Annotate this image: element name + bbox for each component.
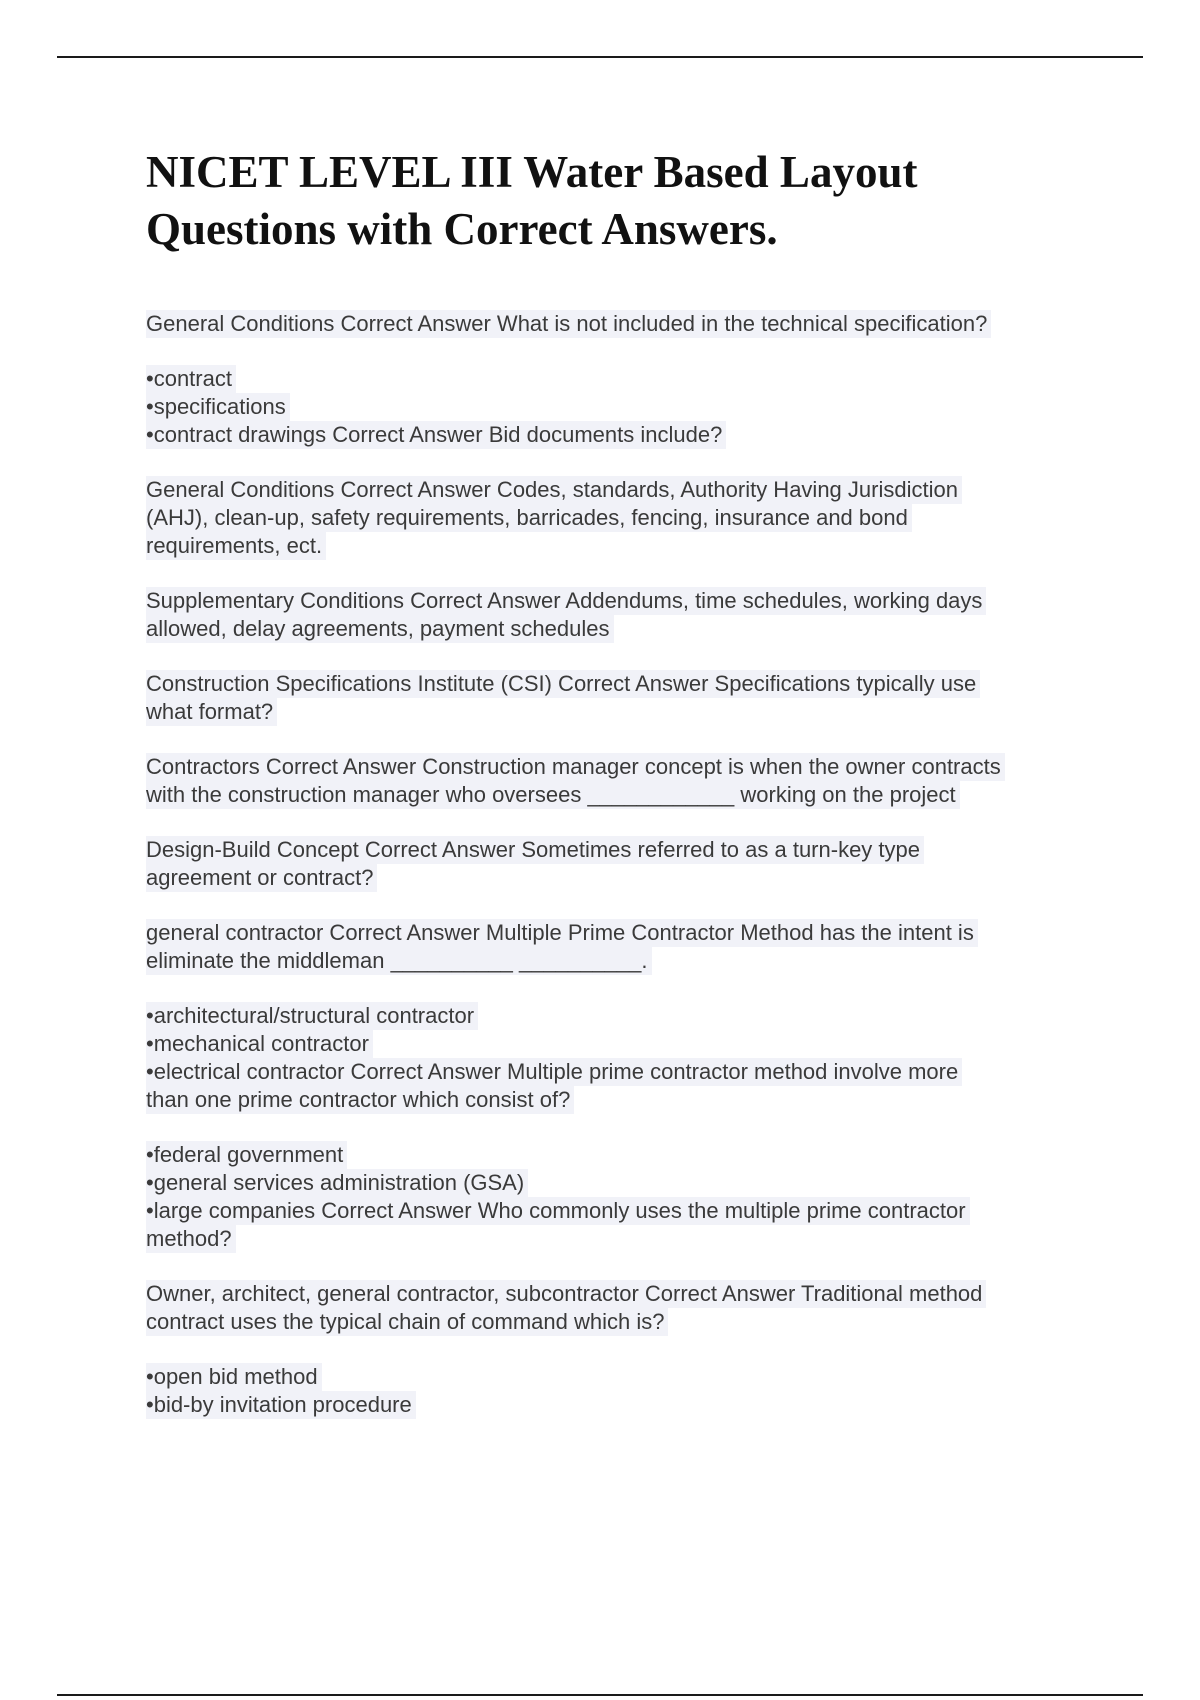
- text-line: Supplementary Conditions Correct Answer Addendums, time schedules, working days: [146, 587, 986, 615]
- bottom-rule: [57, 1694, 1143, 1696]
- title-line: Questions with Correct Answers.: [146, 204, 778, 254]
- qa-paragraph: [146, 836, 1096, 892]
- text-line: Contractors Correct Answer Construction manager concept is when the owner contracts: [146, 753, 1005, 781]
- text-line: (AHJ), clean-up, safety requirements, barricades, fencing, insurance and bond: [146, 504, 912, 532]
- title-line: NICET LEVEL III Water Based Layout: [146, 147, 918, 197]
- text-line: •specifications: [146, 393, 290, 421]
- text-line: Construction Specifications Institute (CSI) Correct Answer Specifications typically use: [146, 670, 980, 698]
- qa-paragraph: [146, 587, 1096, 643]
- text-line: •federal government: [146, 1141, 347, 1169]
- document-title: [146, 144, 1096, 258]
- text-line: •open bid method: [146, 1363, 322, 1391]
- text-line: Design-Build Concept Correct Answer Sometimes referred to as a turn-key type: [146, 836, 924, 864]
- qa-paragraph: [146, 919, 1096, 975]
- text-line: •bid-by invitation procedure: [146, 1391, 416, 1419]
- text-line: agreement or contract?: [146, 864, 377, 892]
- text-line: what format?: [146, 698, 277, 726]
- text-line: eliminate the middleman __________ __________.: [146, 947, 652, 975]
- text-line: •electrical contractor Correct Answer Multiple prime contractor method involve more: [146, 1058, 962, 1086]
- text-line: •contract: [146, 365, 236, 393]
- qa-paragraph: [146, 670, 1096, 726]
- text-line: Owner, architect, general contractor, subcontractor Correct Answer Traditional method: [146, 1280, 986, 1308]
- qa-paragraph: [146, 310, 1096, 338]
- qa-paragraph: [146, 365, 1096, 449]
- text-line: contract uses the typical chain of command which is?: [146, 1308, 668, 1336]
- text-line: General Conditions Correct Answer What is not included in the technical specification?: [146, 310, 991, 338]
- text-line: general contractor Correct Answer Multiple Prime Contractor Method has the intent is: [146, 919, 978, 947]
- text-line: •large companies Correct Answer Who commonly uses the multiple prime contractor: [146, 1197, 970, 1225]
- text-line: •architectural/structural contractor: [146, 1002, 478, 1030]
- qa-paragraph: [146, 753, 1096, 809]
- text-line: allowed, delay agreements, payment schedules: [146, 615, 614, 643]
- qa-paragraph: [146, 1141, 1096, 1253]
- text-line: method?: [146, 1225, 236, 1253]
- text-line: •general services administration (GSA): [146, 1169, 528, 1197]
- text-line: with the construction manager who oversees ____________ working on the project: [146, 781, 960, 809]
- text-line: •contract drawings Correct Answer Bid documents include?: [146, 421, 726, 449]
- qa-paragraph: [146, 476, 1096, 560]
- qa-paragraph: [146, 1002, 1096, 1114]
- qa-paragraph: [146, 1363, 1096, 1419]
- qa-paragraph: [146, 1280, 1096, 1336]
- text-line: requirements, ect.: [146, 532, 326, 560]
- top-rule: [57, 56, 1143, 58]
- text-line: •mechanical contractor: [146, 1030, 373, 1058]
- text-line: than one prime contractor which consist of?: [146, 1086, 574, 1114]
- text-line: General Conditions Correct Answer Codes, standards, Authority Having Jurisdiction: [146, 476, 962, 504]
- document-body: [146, 144, 1096, 1446]
